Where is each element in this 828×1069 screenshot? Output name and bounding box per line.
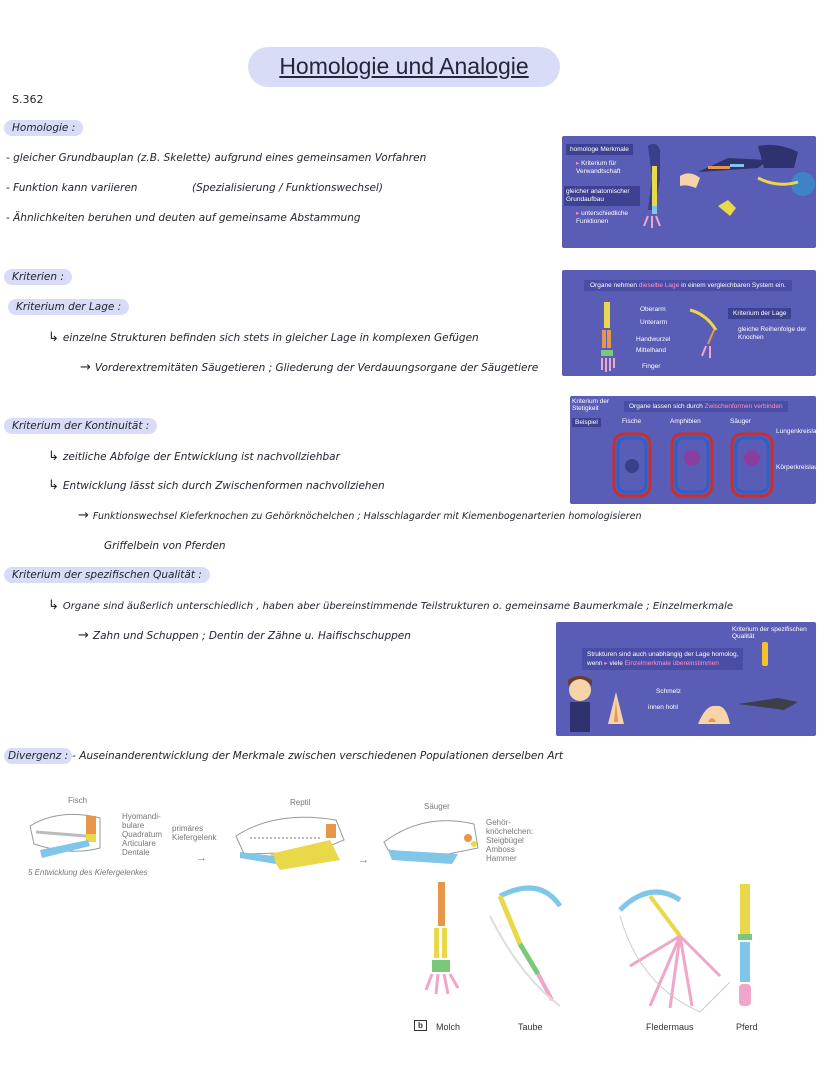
lage-example: → Vorderextremitäten Säugetieren ; Gliederung der Verdauungsorgane der Säugetiere [80,360,539,375]
panel3-tag: Kriterium der Stetigkeit [572,398,610,412]
limb-label: Fledermaus [646,1022,694,1032]
hook-arrow-icon: ↳ [48,330,59,345]
limbs-illustration [638,136,816,248]
tooth-scale-illustration [562,672,812,734]
ear-bones-labels: Gehör- knöchelchen: Steigbügel Amboss Hammer [486,818,534,863]
panel1-tag-2: gleicher anatomischer Grundaufbau [564,186,640,206]
panel1-item-1: ▸ Kriterium für Verwandtschaft [576,160,621,175]
kontinuitaet-example-2: Griffelbein von Pferden [104,540,226,552]
homologie-point-1: - gleicher Grundbauplan (z.B. Skelette) aufgrund eines gemeinsamen Vorfahren [6,152,427,164]
divergenz-heading: Divergenz : [4,748,72,764]
kriterium-qualitaet-heading: Kriterium der spezifischen Qualität : [4,567,210,583]
kontinuitaet-text-1: ↳ zeitliche Abfolge der Entwicklung ist nachvollziehbar [48,449,340,464]
panel3-col-label: Säuger [730,418,751,425]
bone-label: Unterarm [640,319,668,326]
criterion-quality-panel [556,622,816,736]
figure-letter: b [414,1020,427,1031]
kriterium-lage-heading: Kriterium der Lage : [8,299,129,315]
criterion-continuity-panel [570,396,822,504]
qualitaet-example: → Zahn und Schuppen ; Dentin der Zähne u. Haifischschuppen [78,628,411,643]
fish-label: Fisch [68,796,88,805]
bone-label: Finger [642,363,661,370]
arm-illustration [592,298,622,374]
panel2-tag: Kriterium der Lage [728,308,791,319]
panel1-item-2: ▸ unterschiedliche Funktionen [576,210,629,225]
limb-label: Pferd [736,1022,758,1032]
arrow-right-icon: → [196,852,207,864]
panel3-col-label: Amphibien [670,418,701,425]
homologie-point-2: - Funktion kann variieren [6,182,138,194]
homologie-heading: Homologie : [4,120,83,136]
reptile-label: Reptil [290,798,311,807]
bone-label: Mittelhand [636,347,666,354]
panel4-tag: Kriterium der spezifischen Qualität [732,626,807,640]
reptile-skull-illustration [230,808,352,872]
limbs-comparison-illustration [420,876,810,1016]
qualitaet-text: ↳ Organe sind äußerlich unterschiedlich , haben aber übereinstimmende Teilstrukturen o. gemeinsame Baumerkmale ; Einzelmerkmale [48,598,734,613]
figure-caption: 5 Entwicklung des Kiefergelenkes [28,868,148,877]
kontinuitaet-example-1: → Funktionswechsel Kieferknochen zu Gehörknöchelchen ; Halsschlagarder mit Kiemenbogenarterien homologisieren [78,508,642,523]
primary-jaw-joint-label: primäres Kiefergelenk [172,824,217,842]
hook-arrow-icon: ↳ [48,478,59,493]
arrow-right-icon: → [80,360,91,375]
mammal-label: Säuger [424,802,450,811]
fish-skull-illustration [26,806,122,866]
lung-circulation-label: Lungenkreislauf [776,428,822,435]
panel4-banner: Strukturen sind auch unabhängig der Lage homolog, wenn ▸ viele Einzelmerkmale übereinstimmen [582,648,743,670]
hollow-label: innen hohl [648,704,678,711]
panel2-note: gleiche Reihenfolge der Knochen [738,326,807,341]
body-circulation-label: Körperkreislauf [776,464,820,471]
kontinuitaet-text-2: ↳ Entwicklung lässt sich durch Zwischenformen nachvollziehen [48,478,385,493]
arrow-right-icon: → [358,854,369,866]
arrow-right-icon: → [78,508,89,523]
homology-features-panel [562,136,816,248]
enamel-label: Schmelz [656,688,681,695]
hook-arrow-icon: ↳ [48,449,59,464]
panel3-example-tag: Beispiel [572,418,601,427]
exclamation-icon [762,642,768,666]
hook-arrow-icon: ↳ [48,598,59,613]
page-title: Homologie und Analogie [248,47,560,87]
bone-label: Handwurzel [636,336,671,343]
bone-label: Oberarm [640,306,666,313]
fish-bone-labels: Hyomandi- bulare Quadratum Articulare Dentale [122,812,163,857]
wing-illustration [686,304,722,366]
limb-label: Molch [436,1022,461,1032]
homologie-point-3: - Ähnlichkeiten beruhen und deuten auf gemeinsame Abstammung [6,212,361,224]
panel1-tag-1: homologe Merkmale [566,144,633,155]
lage-text: ↳ einzelne Strukturen befinden sich stets in gleicher Lage in komplexen Gefügen [48,330,479,345]
panel3-col-label: Fische [622,418,642,425]
limb-label: Taube [518,1022,543,1032]
panel2-banner: Organe nehmen dieselbe Lage in einem vergleichbaren System ein. [584,280,792,291]
mammal-skull-illustration [378,812,484,870]
homologie-point-2-note: (Spezialisierung / Funktionswechsel) [192,182,383,194]
divergenz-line: Divergenz : - Auseinanderentwicklung der Merkmale zwischen verschiedenen Populationen derselben Art [4,750,563,762]
kriterium-kontinuitaet-heading: Kriterium der Kontinuität : [4,418,157,434]
page-reference: S.362 [12,93,44,106]
arrow-right-icon: → [78,628,89,643]
kriterien-heading: Kriterien : [4,269,72,285]
criterion-position-panel [562,270,816,376]
panel3-banner: Organe lassen sich durch Zwischenformen verbinden [624,401,788,412]
heart-circulation-illustration [610,428,780,502]
